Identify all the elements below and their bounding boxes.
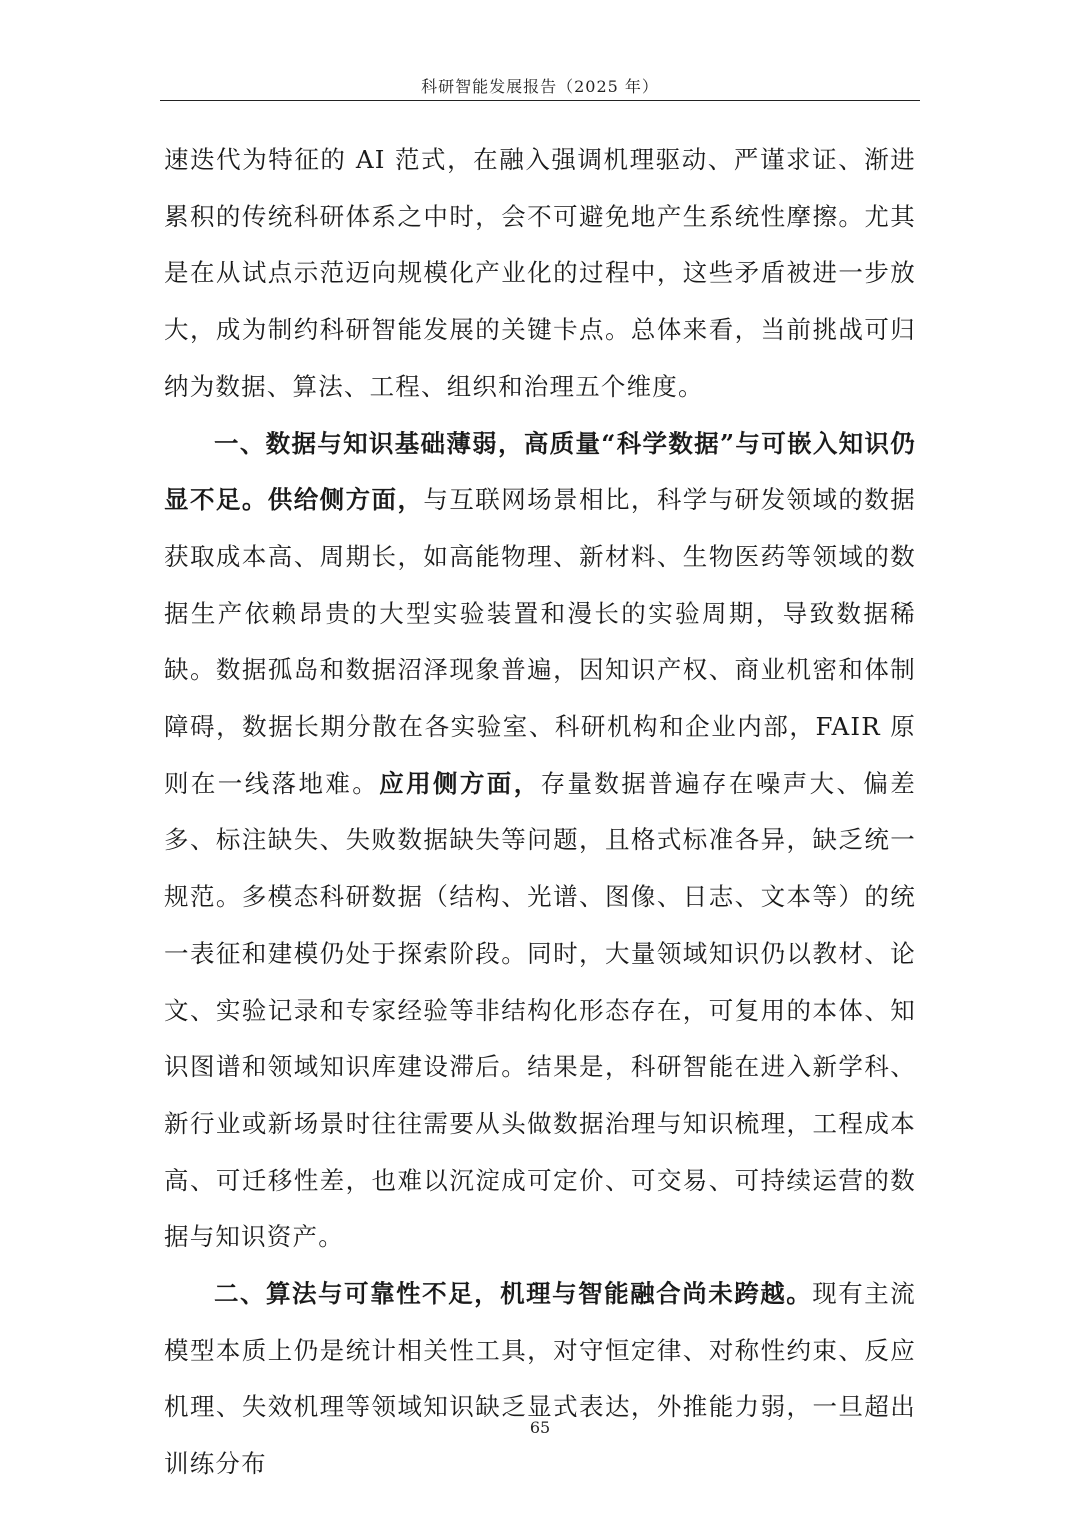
supply-side-label: 供给侧方面，	[267, 485, 424, 515]
section-heading-data: 一、数据与知识基础薄弱，高质量“科学数据”与可嵌入知识仍显不足。	[164, 428, 916, 515]
page-number: 65	[529, 1418, 551, 1437]
header-rule	[160, 100, 920, 101]
running-header: 科研智能发展报告（2025 年）	[421, 77, 659, 96]
application-side-text: 存量数据普遍存在噪声大、偏差多、标注缺失、失败数据缺失等问题，且格式标准各异，缺乏统一规范。多模态科研数据（结构、光谱、图像、日志、文本等）的统一表征和建模仍处于探索阶段。同时，大量领域知识仍以教材、论文、实验记录和专家经验等非结构化形态存在，可复用的本体、知识图谱和领域知识库建设滞后。结果是，科研智能在进入新学科、新行业或新场景时往往需要从头做数据治理与知识梳理，工程成本高、可迁移性差，也难以沉淀成可定价、可交易、可持续运营的数据与知识资产。	[164, 768, 916, 1252]
paragraph-algorithm	[164, 1266, 916, 1493]
paragraph-data-knowledge	[164, 416, 916, 1267]
paragraph-text: 速迭代为特征的 AI 范式，在融入强调机理驱动、严谨求证、渐进累积的传统科研体系之中时，会不可避免地产生系统性摩擦。尤其是在从试点示范迈向规模化产业化的过程中，这些矛盾被进一步放大，成为制约科研智能发展的关键卡点。总体来看，当前挑战可归纳为数据、算法、工程、组织和治理五个维度。	[164, 145, 916, 401]
algorithm-text: 现有主流模型本质上仍是统计相关性工具，对守恒定律、对称性约束、反应机理、失效机理等领域知识缺乏显式表达，外推能力弱，一旦超出训练分布	[164, 1279, 916, 1479]
supply-side-text: 与互联网场景相比，科学与研发领域的数据获取成本高、周期长，如高能物理、新材料、生物医药等领域的数据生产依赖昂贵的大型实验装置和漫长的实验周期，导致数据稀缺。数据孤岛和数据沼泽现象普遍，因知识产权、商业机密和体制障碍，数据长期分散在各实验室、科研机构和企业内部，FAIR 原则在一线落地难。	[164, 485, 916, 798]
body-text	[164, 132, 916, 1493]
application-side-label: 应用侧方面，	[379, 768, 541, 798]
paragraph-continued	[164, 132, 916, 416]
section-heading-algorithm: 二、算法与可靠性不足，机理与智能融合尚未跨越。	[214, 1279, 813, 1309]
